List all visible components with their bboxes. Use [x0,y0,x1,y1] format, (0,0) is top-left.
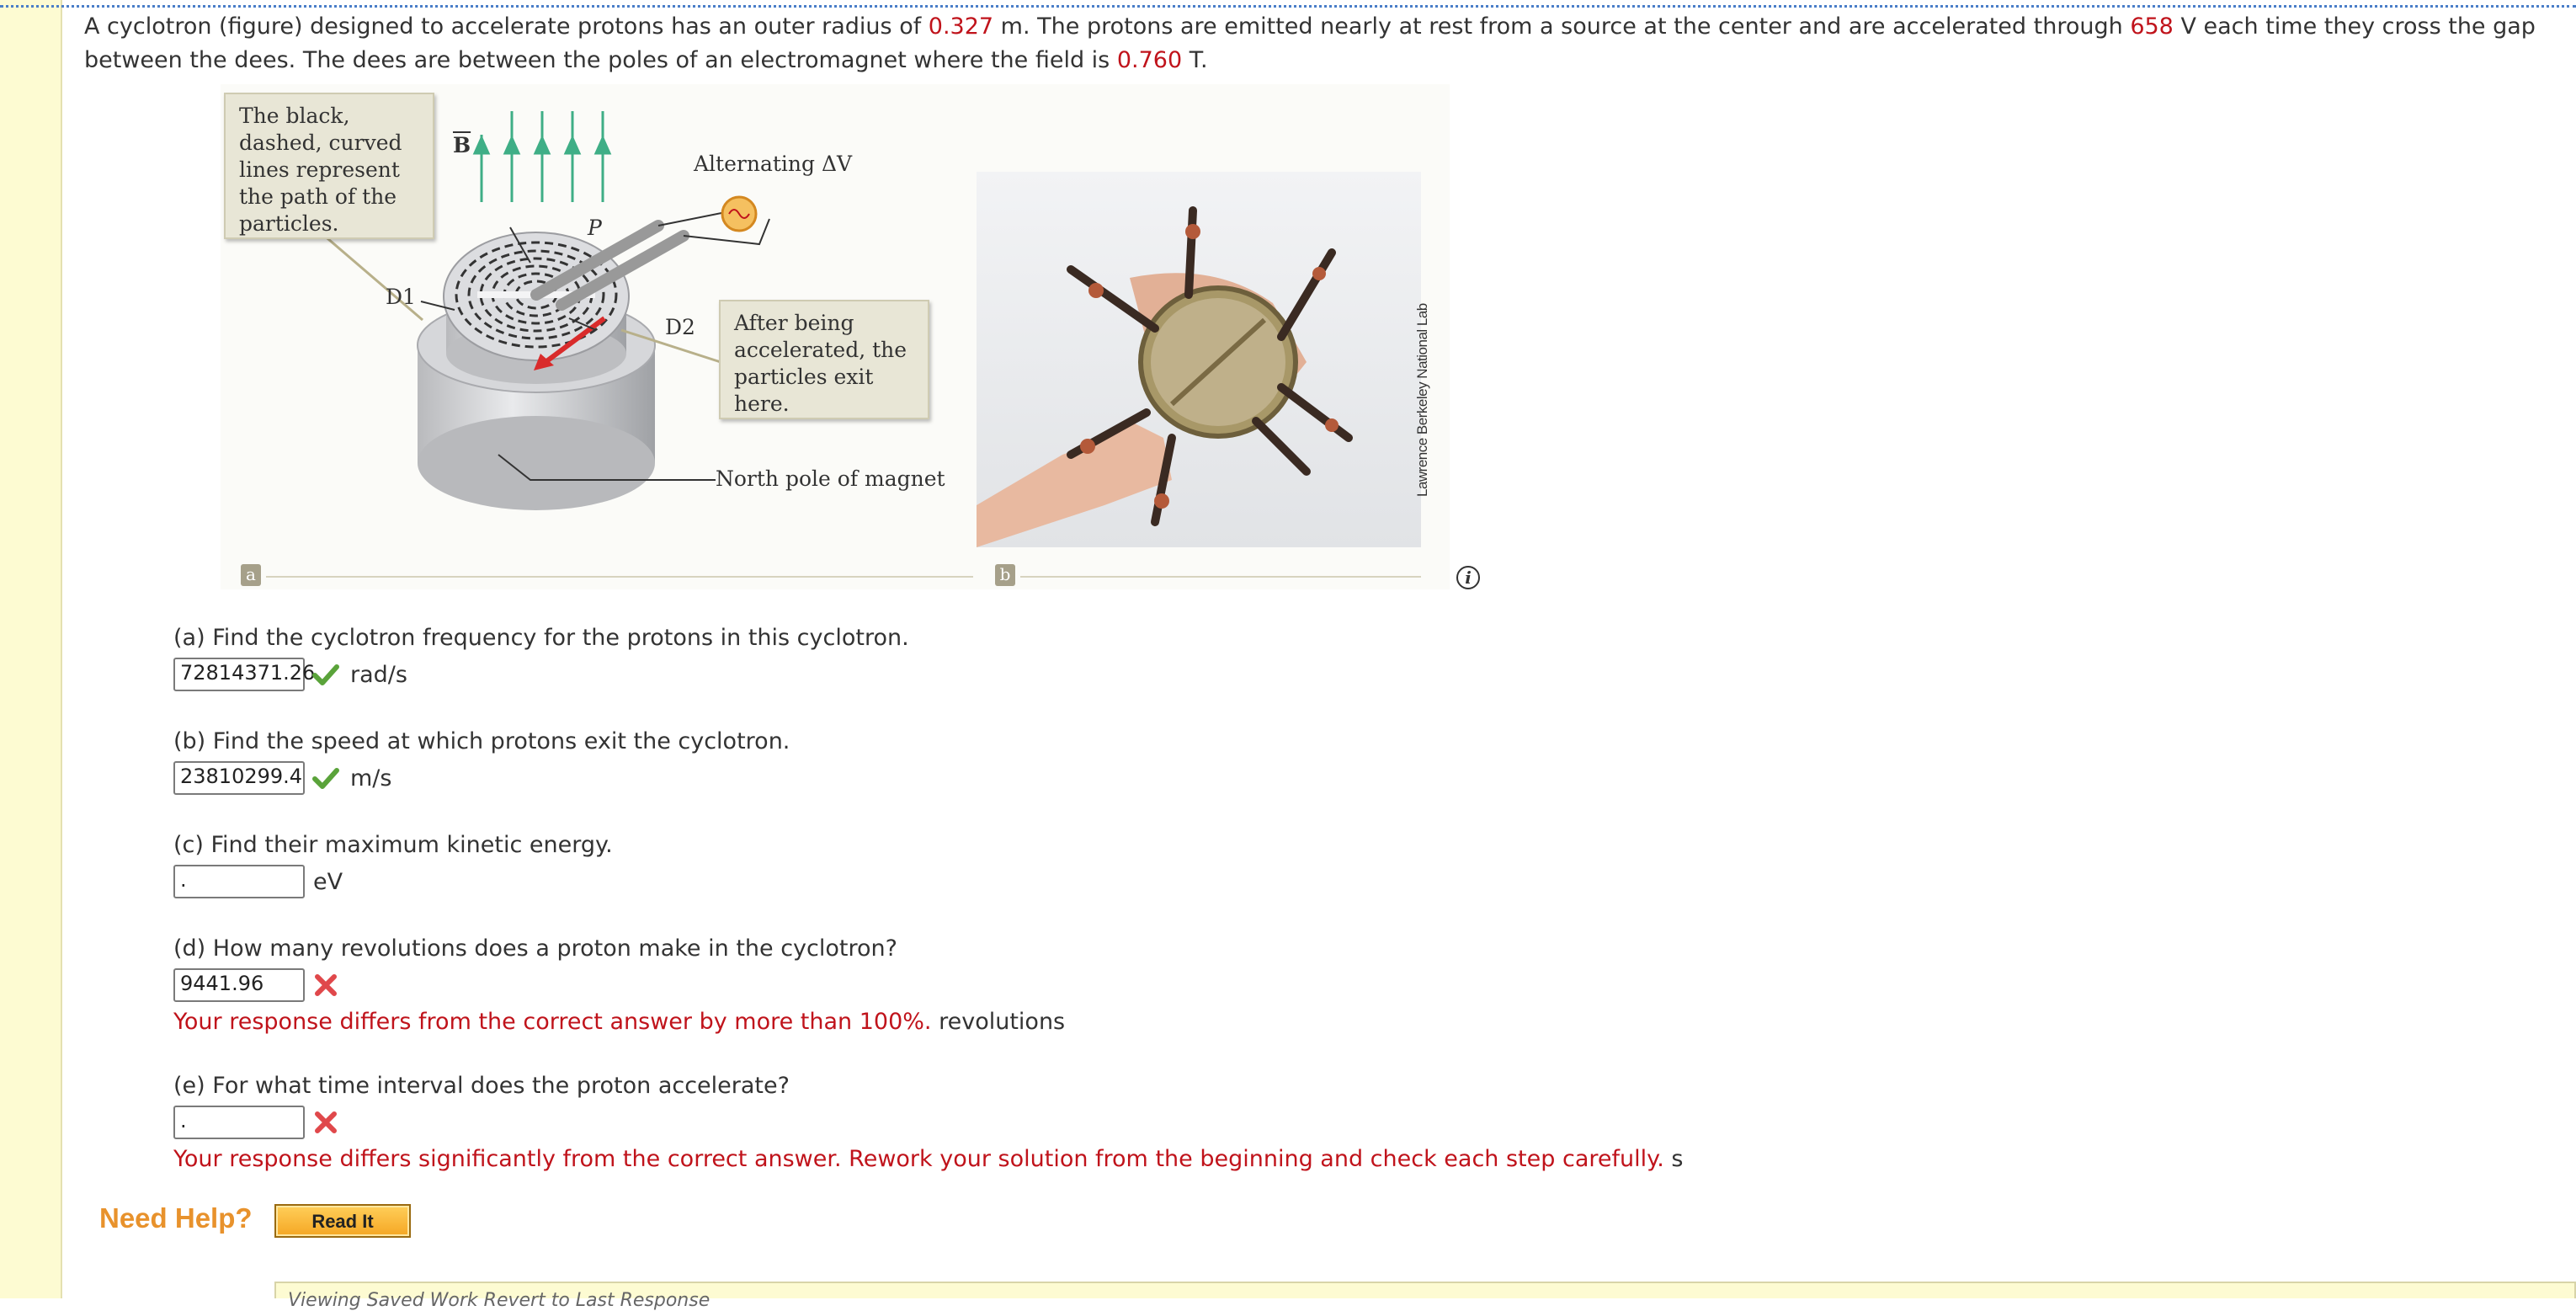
top-dotted-border [0,5,2576,8]
saved-work-bar[interactable] [274,1282,2576,1311]
answer-a-unit: rad/s [350,661,407,688]
intro-text-1: A cyclotron (figure) designed to accelerate protons has an outer radius of [84,13,929,40]
answer-d-unit: revolutions [939,1009,1066,1035]
incorrect-x-icon [311,971,340,999]
cyclotron-photo [977,172,1421,547]
answer-c-input[interactable]: . [173,865,305,898]
correct-check-icon [311,660,340,689]
intro-text-3: V each time they cross the gap between the dees. The dees are between the poles of an electromagnet where the field is [84,13,2536,73]
panel-b-rule [1020,576,1421,578]
callout-path: The black, dashed, curved lines represent the path of the particles. [224,93,434,239]
answer-e-unit: s [1671,1146,1684,1172]
label-p: P [588,216,602,240]
left-margin-strip [0,0,62,1298]
intro-text-4: T. [1182,47,1208,73]
problem-statement [84,10,2542,77]
question-c [173,830,613,899]
intro-text-2: m. The protons are emitted nearly at rest from a source at the center and are accelerated through [993,13,2131,40]
radius-value: 0.327 [928,13,994,40]
question-b [173,727,790,796]
field-value: 0.760 [1116,47,1183,73]
answer-e-input[interactable]: . [173,1106,305,1139]
panel-b-tag: b [995,564,1015,586]
label-alternating-dv: Alternating ΔV [694,152,853,176]
read-it-button[interactable]: Read It [274,1204,411,1238]
label-north-pole: North pole of magnet [716,466,945,491]
answer-d-feedback-row [173,1005,1065,1040]
callout-exit: After being accelerated, the particles exit here. [719,300,929,419]
answer-a-input[interactable]: 72814371.26 [173,658,305,691]
question-c-text: (c) Find their maximum kinetic energy. [173,832,613,858]
incorrect-x-icon [311,1108,340,1137]
question-d [173,934,1065,1040]
saved-work-text: Viewing Saved Work Revert to Last Response [288,1290,711,1311]
answer-b-unit: m/s [350,765,392,791]
magnetic-field-arrows [475,111,609,202]
label-d2: D2 [665,315,695,339]
label-d1: D1 [386,285,416,309]
voltage-value: 658 [2130,13,2174,40]
label-b-field: $\overline{B}$ [453,133,471,157]
answer-d-input[interactable]: 9441.96 [173,968,305,1002]
answer-e-feedback: Your response differs significantly from the correct answer. Rework your solution from the beginning and check each step carefully. [173,1146,1664,1172]
need-help-label: Need Help? [99,1202,253,1234]
answer-d-feedback: Your response differs from the correct answer by more than 100%. [173,1009,932,1035]
question-b-text: (b) Find the speed at which protons exit the cyclotron. [173,728,790,754]
question-e [173,1071,1684,1177]
ac-source-icon [722,197,756,231]
question-a-text: (a) Find the cyclotron frequency for the protons in this cyclotron. [173,625,909,651]
info-icon[interactable]: i [1456,566,1480,589]
question-a [173,623,909,692]
answer-c-unit: eV [313,868,343,895]
question-d-text: (d) How many revolutions does a proton make in the cyclotron? [173,935,897,962]
panel-a-rule [266,576,973,578]
panel-a-tag: a [241,564,261,586]
answer-e-feedback-row [173,1142,1684,1177]
correct-check-icon [311,764,340,792]
cyclotron-figure [221,84,1466,598]
question-e-text: (e) For what time interval does the proton accelerate? [173,1073,790,1099]
answer-b-input[interactable]: 23810299.4 [173,761,305,795]
photo-credit: Lawrence Berkeley National Lab [1414,303,1430,497]
